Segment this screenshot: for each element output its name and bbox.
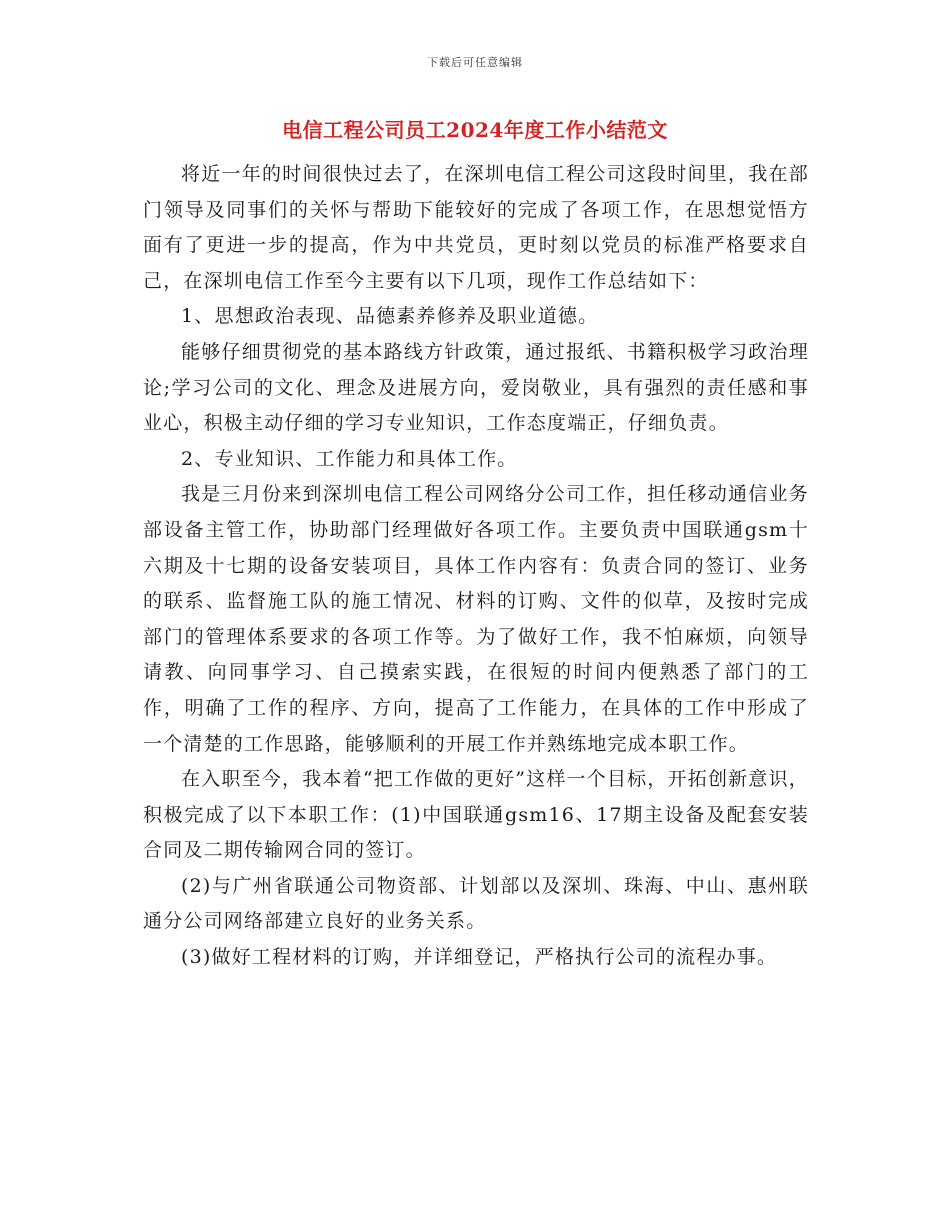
document-title: 电信工程公司员工2024年度工作小结范文	[282, 118, 668, 142]
paragraph-intro: 将近一年的时间很快过去了，在深圳电信工程公司这段时间里，我在部门领导及同事们的关怀与帮助下能较好的完成了各项工作，在思想觉悟方面有了更进一步的提高，作为中共党员，更时刻以党员的标准严格要求自己，在深圳电信工作至今主要有以下几项，现作工作总结如下：	[143, 163, 809, 292]
paragraph-duty-3: (3)做好工程材料的订购，并详细登记，严格执行公司的流程办事。	[181, 946, 778, 969]
paragraph-section-1-body: 能够仔细贯彻党的基本路线方针政策，通过报纸、书籍积极学习政治理论;学习公司的文化、理念及进展方向，爱岗敬业，具有强烈的责任感和事业心，积极主动仔细的学习专业知识，工作态度端正，仔细负责。	[143, 340, 809, 435]
paragraph-duty-2: (2)与广州省联通公司物资部、计划部以及深圳、珠海、中山、惠州联通分公司网络部建立良好的业务关系。	[143, 874, 809, 933]
paragraph-section-2-body: 我是三月份来到深圳电信工程公司网络分公司工作，担任移动通信业务部设备主管工作，协助部门经理做好各项工作。主要负责中国联通gsm十六期及十七期的设备安装项目，具体工作内容有：负责合同的签订、业务的联系、监督施工队的施工情况、材料的订购、文件的似草，及按时完成部门的管理体系要求的各项工作等。为了做好工作，我不怕麻烦，向领导请教、向同事学习、自己摸索实践，在很短的时间内便熟悉了部门的工作，明确了工作的程序、方向，提高了工作能力，在具体的工作中形成了一个清楚的工作思路，能够顺利的开展工作并熟练地完成本职工作。	[143, 483, 809, 755]
header-note: 下载后可任意编辑	[427, 56, 523, 69]
paragraph-section-1-heading: 1、思想政治表现、品德素养修养及职业道德。	[181, 305, 599, 328]
paragraph-duties-intro: 在入职至今，我本着“把工作做的更好”这样一个目标，开拓创新意识，积极完成了以下本职工作：(1)中国联通gsm16、17期主设备及配套安装合同及二期传输网合同的签订。	[143, 768, 809, 862]
paragraph-section-2-heading: 2、专业知识、工作能力和具体工作。	[181, 447, 518, 470]
document-body	[143, 157, 809, 976]
